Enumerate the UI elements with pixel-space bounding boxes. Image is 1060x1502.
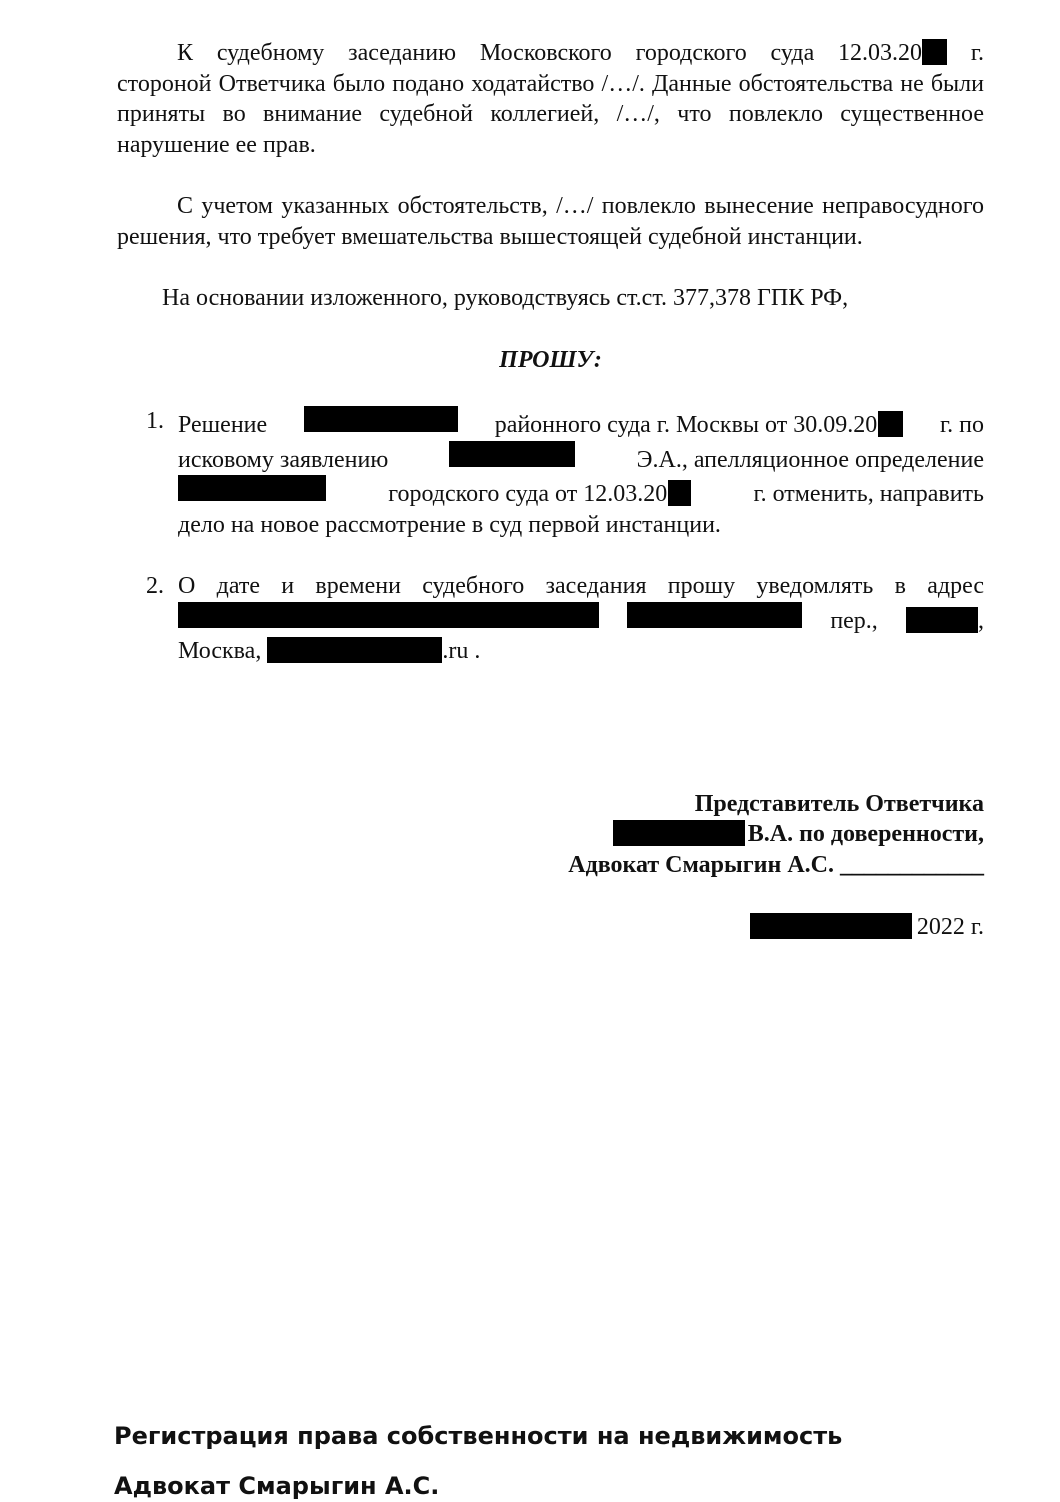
redaction-block	[627, 602, 802, 628]
request-list	[117, 406, 984, 667]
request-item-1	[117, 406, 984, 540]
text: г.	[947, 40, 985, 66]
text: .ru .	[442, 638, 481, 664]
redaction-block	[922, 39, 947, 65]
heading-request: ПРОШУ:	[499, 346, 602, 373]
paragraph-hearing-rest: стороной Ответчика было подано ходатайство /…/. Данные обстоятельства не были приняты во внимание судебной коллегией, /…/, что повлекло существенное нарушение ее прав.	[117, 70, 984, 158]
text-line	[178, 602, 984, 637]
signature-block	[117, 789, 984, 881]
text-line	[117, 819, 984, 850]
text: Решение	[178, 412, 268, 438]
text-line	[178, 475, 984, 510]
text: пер.,	[830, 607, 878, 634]
footer-author: Адвокат Смарыгин А.С.	[114, 1472, 440, 1500]
text-line: О дате и времени судебного заседания прошу уведомлять в адрес	[178, 573, 984, 599]
redaction-block	[178, 475, 326, 501]
redaction-block	[178, 602, 599, 628]
text: В.А. по доверенности,	[747, 821, 984, 847]
list-number: 1.	[146, 408, 164, 434]
text: ,	[977, 607, 984, 634]
redaction-block	[750, 913, 912, 939]
text: г. по	[940, 412, 984, 438]
redaction-block	[906, 607, 978, 633]
redaction-block	[613, 820, 745, 846]
document-body	[117, 38, 984, 943]
text: Э.А., апелляционное определение	[636, 446, 984, 473]
text: городского суда от 12.03.20	[388, 481, 668, 507]
footer-title: Регистрация права собственности на недвижимость	[114, 1422, 843, 1450]
paragraph-circumstances: С учетом указанных обстоятельств, /…/ повлекло вынесение неправосудного решения, что требует вмешательства вышестоящей судебной инстанции.	[117, 193, 984, 250]
text: К судебному заседанию Московского городского суда 12.03.20	[177, 40, 923, 66]
text-line: Адвокат Смарыгин А.С. ____________	[568, 851, 984, 878]
text: 2022 г.	[916, 914, 984, 940]
text-line: дело на новое рассмотрение в суд первой инстанции.	[178, 511, 721, 538]
redaction-block	[267, 637, 442, 663]
redaction-block	[304, 406, 458, 432]
text	[388, 479, 691, 510]
list-number: 2.	[146, 573, 164, 599]
text-line	[178, 441, 984, 476]
text-line	[178, 406, 984, 441]
text: Москва,	[178, 638, 262, 664]
paragraph-hearing-line1	[117, 38, 984, 69]
text: исковому заявлению	[178, 446, 389, 473]
request-item-2	[117, 571, 984, 667]
text	[906, 606, 984, 637]
paragraph-legal-basis: На основании изложенного, руководствуясь ст.ст. 377,378 ГПК РФ,	[162, 285, 849, 311]
text-line	[178, 636, 984, 667]
redaction-block	[449, 441, 575, 467]
text-line: Представитель Ответчика	[694, 790, 984, 817]
text: районного суда г. Москвы от 30.09.20	[494, 412, 878, 438]
text	[495, 410, 904, 441]
document-date	[117, 912, 984, 943]
redaction-block	[668, 480, 691, 506]
text: г. отменить, направить	[753, 481, 984, 507]
redaction-block	[878, 411, 903, 437]
